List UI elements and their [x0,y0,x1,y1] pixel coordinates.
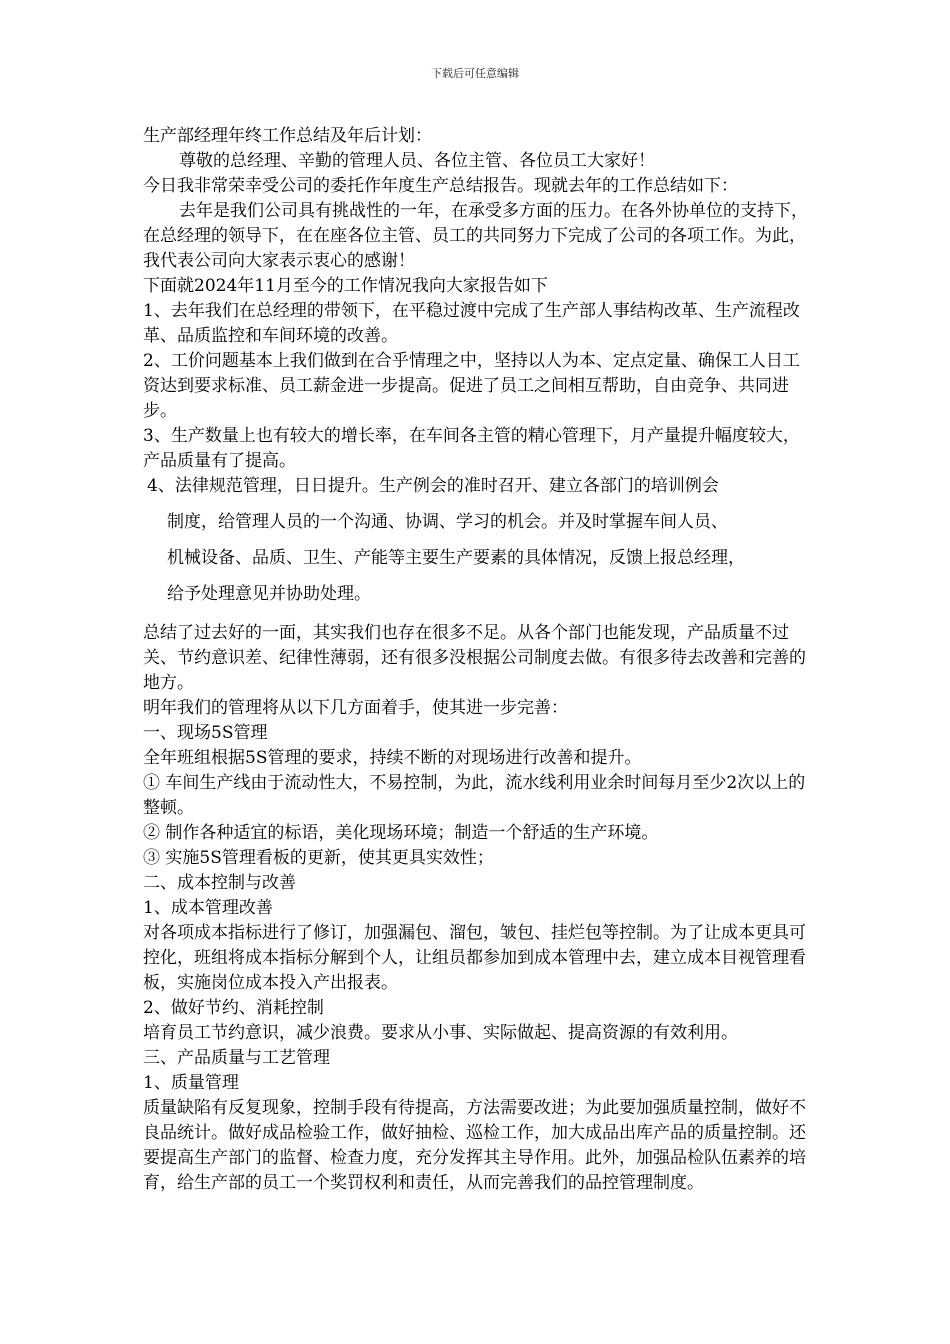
section-1-heading: 一、现场5S管理 [143,723,268,743]
section-3-1-body: 质量缺陷有反复现象，控制手段有待提高，方法需要改进；为此要加强质量控制，做好不良品统计。做好成品检验工作，做好抽检、巡检工作，加大成品出库产品的质量控制。还要提高生产部门的监督、检查力度，充分发挥其主导作用。此外，加强品检队伍素养的培育，给生产部的员工一个奖罚权利和责任，从而完善我们的品控管理制度。 [143,1098,806,1193]
report-intro: 下面就2024年11月至今的工作情况我向大家报告如下 [143,276,548,296]
summary-item-4-line: 4、法律规范管理，日日提升。生产例会的准时召开、建立各部门的培训例会 [147,476,719,496]
summary-item-4-line: 机械设备、品质、卫生、产能等主要生产要素的具体情况，反馈上报总经理， [167,548,745,568]
section-1-intro: 全年班组根据5S管理的要求，持续不断的对现场进行改善和提升。 [143,748,642,768]
section-2-2-body: 培育员工节约意识，减少浪费。要求从小事、实际做起、提高资源的有效利用。 [143,1023,738,1043]
shortfall-paragraph: 总结了过去好的一面，其实我们也存在很多不足。从各个部门也能发现，产品质量不过关、节约意识差、纪律性薄弱，还有很多没根据公司制度去做。有很多待去改善和完善的地方。 [143,623,806,693]
summary-item-3: 3、生产数量上也有较大的增长率，在车间各主管的精心管理下，月产量提升幅度较大，产品质量有了提高。 [143,426,800,471]
next-year-paragraph: 明年我们的管理将从以下几方面着手，使其进一步完善： [143,698,568,718]
summary-item-4 [147,474,815,607]
summary-item-4-line: 给予处理意见并协助处理。 [167,584,371,604]
section-3-1-heading: 1、质量管理 [143,1073,239,1093]
section-2-1-body: 对各项成本指标进行了修订，加强漏包、溜包，皱包、挂烂包等控制。为了让成本更具可控化，班组将成本指标分解到个人，让组员都参加到成本管理中去，建立成本目视管理看板，实施岗位成本投入产出报表。 [143,923,806,993]
summary-item-2: 2、工价问题基本上我们做到在合乎情理之中，坚持以人为本、定点定量、确保工人日工资达到要求标准、员工薪金进一步提高。促进了员工之间相互帮助，自由竞争、共同进步。 [143,351,800,421]
greeting: 尊敬的总经理、辛勤的管理人员、各位主管、各位员工大家好！ [179,151,655,171]
section-1-point-c: ③ 实施5S管理看板的更新，使其更具实效性； [143,848,494,868]
section-2-2-heading: 2、做好节约、消耗控制 [143,998,324,1018]
challenge-paragraph: 去年是我们公司具有挑战性的一年，在承受多方面的压力。在各外协单位的支持下，在总经理的领导下，在在座各位主管、员工的共同努力下完成了公司的各项工作。为此，我代表公司向大家表示衷心的感谢！ [143,201,808,271]
page-header: 下载后可任意编辑 [431,67,519,80]
document-body [143,124,815,1196]
section-1-point-b: ② 制作各种适宜的标语，美化现场环境；制造一个舒适的生产环境。 [143,823,659,843]
section-2-heading: 二、成本控制与改善 [143,873,296,893]
summary-item-1: 1、去年我们在总经理的带领下，在平稳过渡中完成了生产部人事结构改革、生产流程改革、品质监控和车间环境的改善。 [143,301,800,346]
section-3-heading: 三、产品质量与工艺管理 [143,1048,330,1068]
intro-paragraph: 今日我非常荣幸受公司的委托作年度生产总结报告。现就去年的工作总结如下： [143,176,738,196]
section-1-point-a: ① 车间生产线由于流动性大，不易控制，为此，流水线利用业余时间每月至少2次以上的整顿。 [143,773,806,818]
section-2-1-heading: 1、成本管理改善 [143,898,273,918]
document-title: 生产部经理年终工作总结及年后计划： [143,126,432,146]
summary-item-4-line: 制度，给管理人员的一个沟通、协调、学习的机会。并及时掌握车间人员、 [167,512,728,532]
